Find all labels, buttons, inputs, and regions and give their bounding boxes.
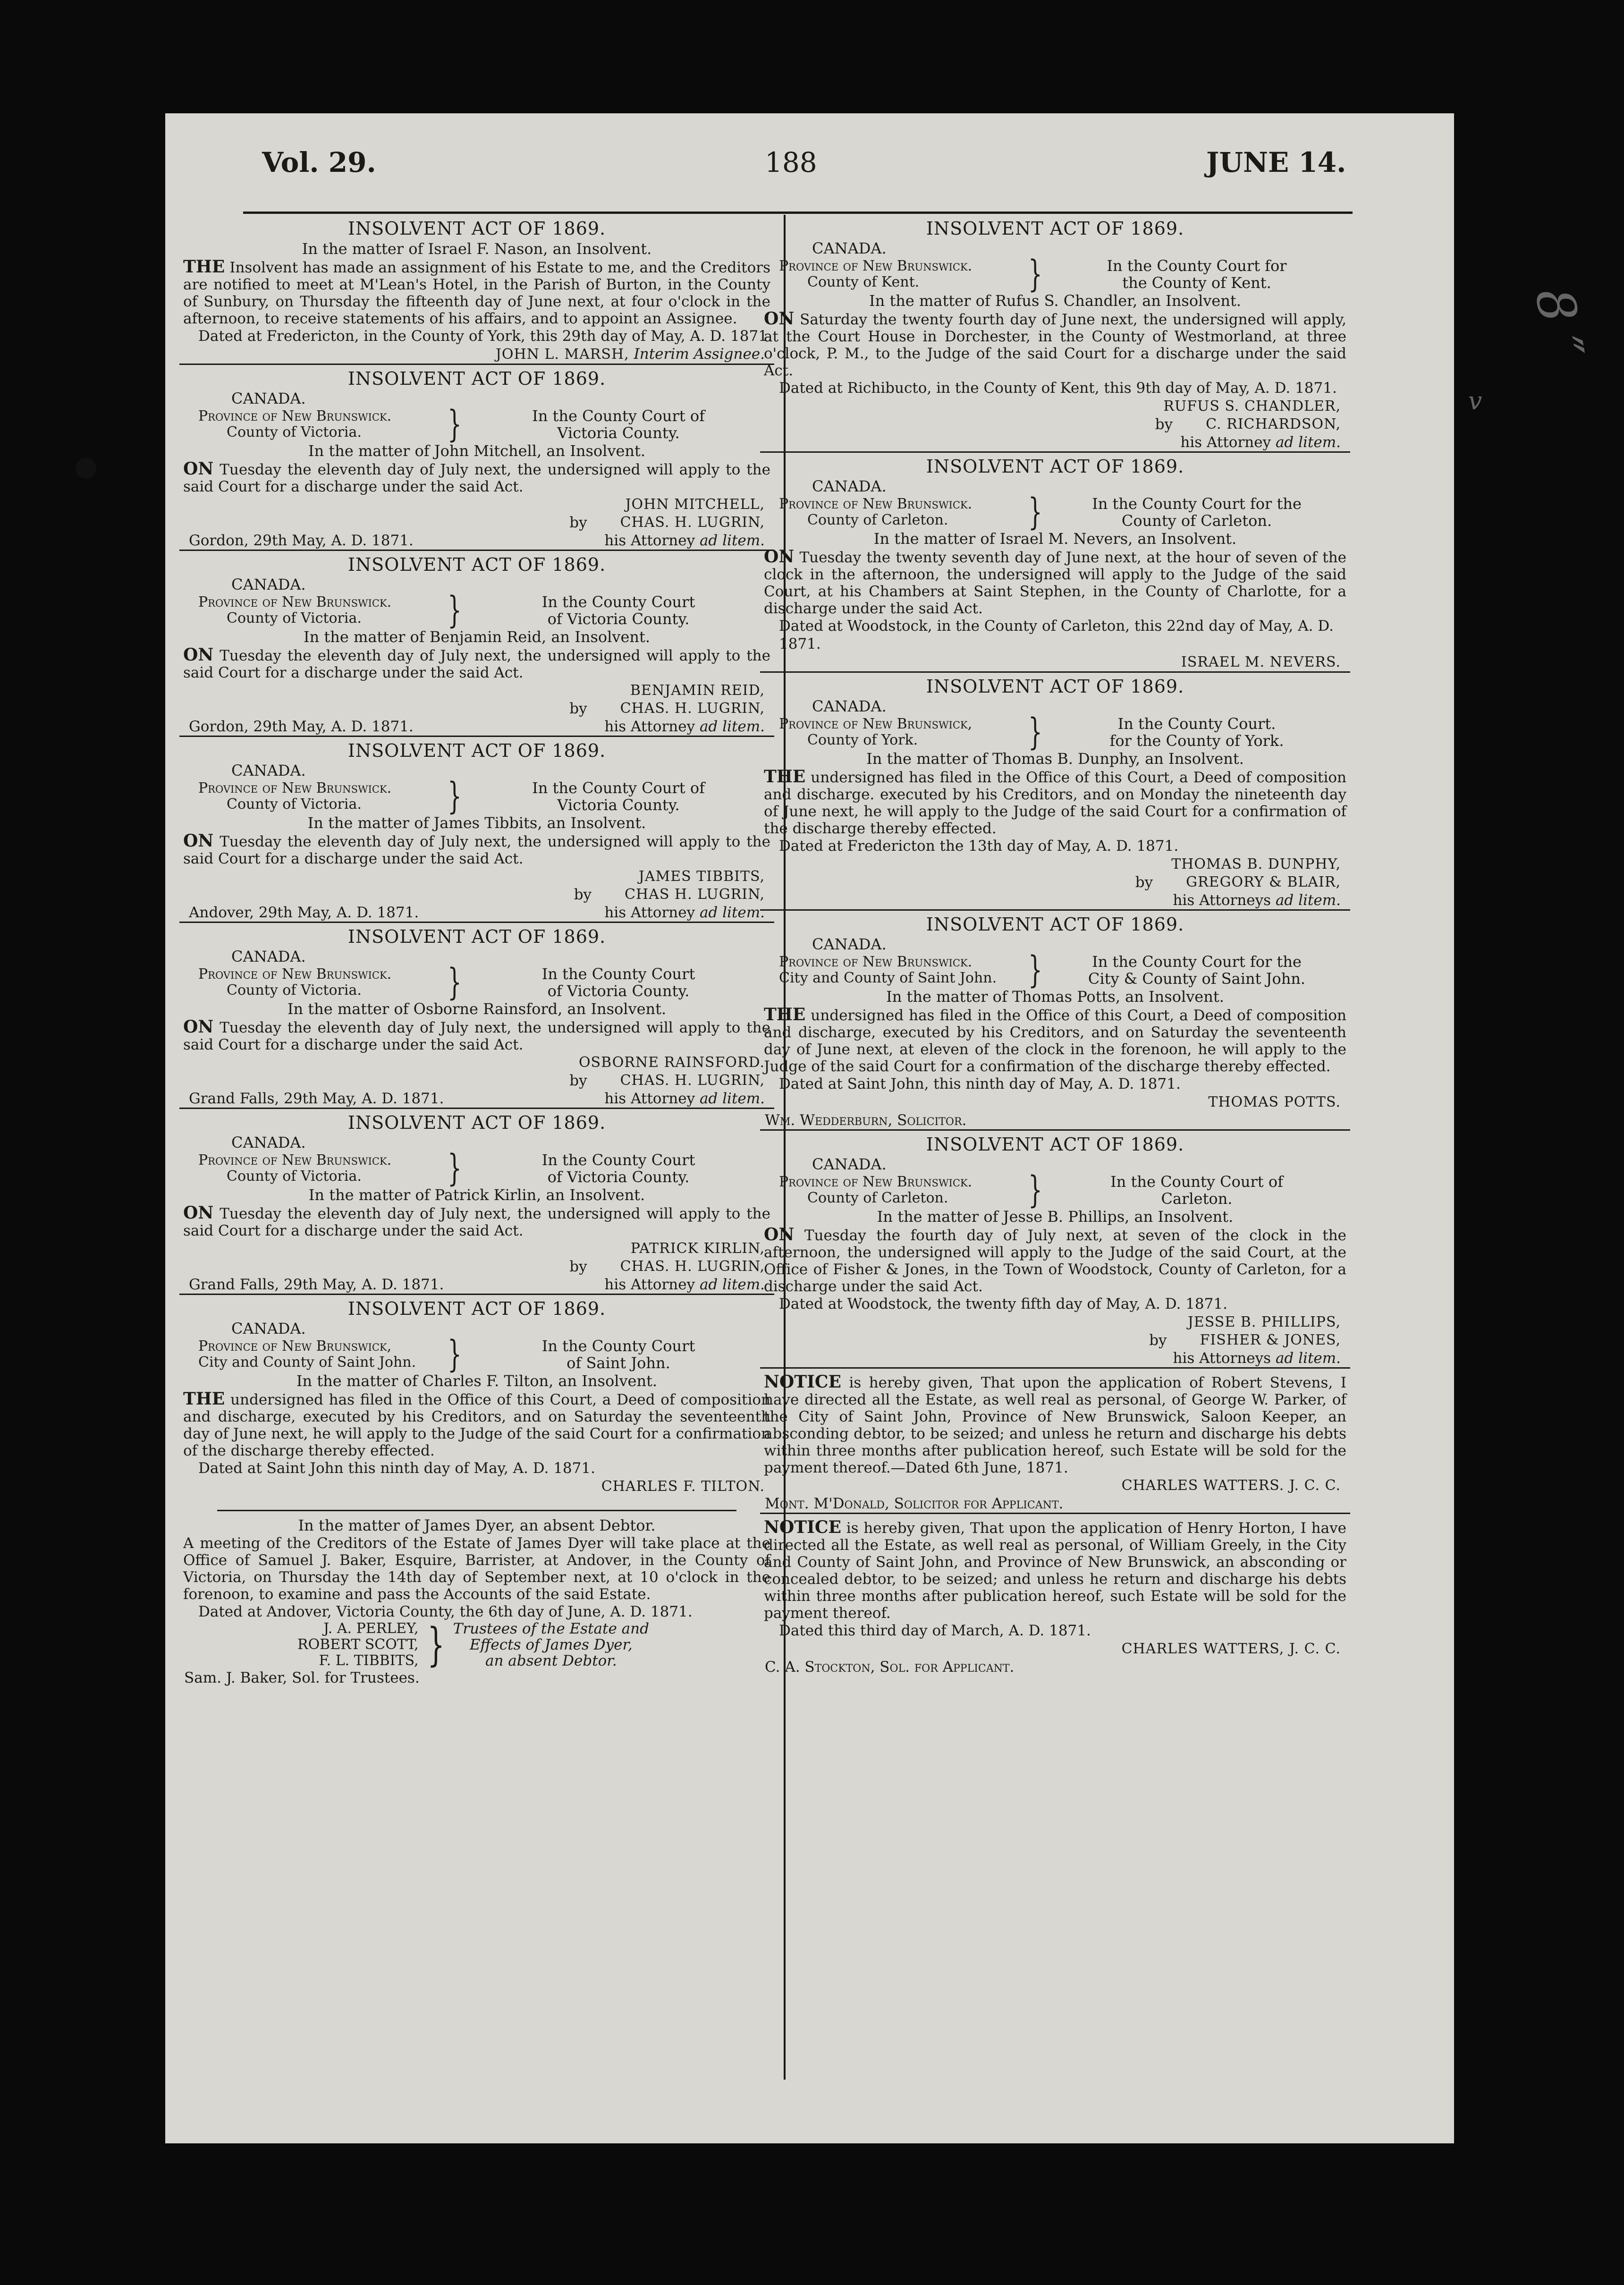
dated-line: Dated at Saint John this ninth day of May, A. D. 1871. bbox=[198, 1460, 595, 1477]
province-label: Province of New Brunswick. bbox=[198, 1152, 392, 1168]
dated-line: Dated at Saint John, this ninth day of May, A. D. 1871. bbox=[779, 1075, 1181, 1092]
attorney-name: CHAS H. LUGRIN, bbox=[625, 886, 765, 903]
notice-dyer bbox=[179, 1516, 774, 1687]
court-line-1: In the County Court of bbox=[532, 779, 705, 797]
attorney-name: C. RICHARDSON, bbox=[1206, 416, 1341, 432]
attorney-role: his Attorney bbox=[604, 1090, 700, 1107]
court-line-2: the County of Kent. bbox=[1122, 274, 1271, 292]
signer-name: JESSE B. PHILLIPS, bbox=[1187, 1314, 1341, 1330]
court-line-2: of Saint John. bbox=[567, 1354, 670, 1372]
country-label: CANADA. bbox=[231, 1134, 306, 1151]
attorney-role: his Attorney bbox=[604, 1276, 700, 1293]
signer-name: OSBORNE RAINSFORD. bbox=[578, 1054, 765, 1071]
page-number: 188 bbox=[765, 146, 817, 178]
place-date: Gordon, 29th May, A. D. 1871. bbox=[189, 532, 414, 549]
notice-body bbox=[179, 1390, 774, 1459]
notice-body bbox=[179, 1018, 774, 1053]
margin-scribble: 8 ″ bbox=[1523, 283, 1595, 363]
lead-word: NOTICE bbox=[764, 1372, 841, 1392]
county-label: County of Victoria. bbox=[227, 982, 362, 999]
body-text: undersigned has filed in the Office of this Court, a Deed of composition and discharge. executed by his Creditors, and on Monday the nineteenth day of June next, he will apply to the Judge of the said Court for a confirmation of the discharge thereby effected. bbox=[764, 769, 1346, 837]
court-line-2: of Victoria County. bbox=[547, 982, 690, 1000]
notice-nevers bbox=[760, 451, 1350, 671]
ad-litem: ad litem. bbox=[699, 718, 765, 735]
by-label: by bbox=[569, 700, 587, 717]
right-column bbox=[760, 215, 1350, 1676]
body-text: is hereby given, That upon the application of Robert Stevens, I have directed all the Estate, as well real as personal, of George W. Parker, of the City of Saint John, Province of New Brunswick, Saloon Keeper, an absconding debtor, to be seized; and unless he return and discharge his debts within three months after publication hereof, such Estate will be sold for the payment thereof.—Dated 6th June, 1871. bbox=[764, 1374, 1346, 1476]
matter-line: In the matter of John Mitchell, an Insolvent. bbox=[308, 442, 646, 460]
body-text: Saturday the twenty fourth day of June next, the undersigned will apply, at the Court House in Dorchester, in the County of Westmorland, at three o'clock, P. M., to the Judge of the said Court for a discharge under the said Act. bbox=[764, 311, 1347, 379]
court-block bbox=[760, 711, 1350, 753]
court-line-1: In the County Court. bbox=[1117, 715, 1276, 733]
court-block bbox=[179, 403, 774, 446]
by-label: by bbox=[1155, 416, 1173, 433]
court-line-2: of Victoria County. bbox=[547, 610, 690, 628]
lead-word: ON bbox=[183, 645, 214, 665]
volume-label: Vol. 29. bbox=[262, 146, 376, 178]
ad-litem: ad litem. bbox=[1275, 434, 1341, 451]
section-rule bbox=[217, 1510, 736, 1511]
issue-date: JUNE 14. bbox=[1206, 146, 1346, 178]
matter-line: In the matter of Charles F. Tilton, an Insolvent. bbox=[296, 1372, 658, 1390]
province-label: Province of New Brunswick. bbox=[779, 496, 973, 512]
brace: } bbox=[427, 1618, 445, 1671]
province-label: Province of New Brunswick. bbox=[779, 258, 973, 274]
punch-hole bbox=[76, 458, 96, 479]
notice-title: INSOLVENT ACT OF 1869. bbox=[347, 368, 606, 389]
signer-name: CHARLES F. TILTON. bbox=[601, 1478, 765, 1495]
court-block bbox=[179, 1147, 774, 1190]
province-label: Province of New Brunswick. bbox=[198, 780, 392, 796]
lead-word: ON bbox=[183, 1203, 214, 1223]
province-label: Province of New Brunswick. bbox=[779, 954, 973, 970]
solicitor-line: Mont. M'Donald, Solicitor for Applicant. bbox=[765, 1495, 1064, 1512]
signer-name: CHARLES WATTERS, J. C. C. bbox=[1121, 1641, 1341, 1657]
matter-line: In the matter of Israel M. Nevers, an Insolvent. bbox=[873, 530, 1237, 548]
court-line-1: In the County Court for bbox=[1107, 257, 1287, 275]
trustee-name: ROBERT SCOTT, bbox=[297, 1636, 419, 1653]
notice-body bbox=[760, 548, 1350, 617]
signer-name: THOMAS POTTS. bbox=[1208, 1094, 1341, 1110]
signer-name: JOHN L. MARSH, bbox=[495, 346, 629, 363]
notice-body bbox=[179, 646, 774, 681]
body-text: Tuesday the twenty seventh day of June next, at the hour of seven of the clock in the afternoon, the undersigned will apply to the Judge of the said Court, at his Chambers at Saint Stephen, in the County of Charlotte, for a discharge under the said Act. bbox=[764, 549, 1347, 617]
notice-body bbox=[179, 832, 774, 867]
notice-tilton bbox=[179, 1294, 774, 1496]
ad-litem: ad litem. bbox=[1275, 892, 1341, 909]
notice-title: INSOLVENT ACT OF 1869. bbox=[926, 1134, 1184, 1155]
notice-reid bbox=[179, 550, 774, 736]
court-line-2: Victoria County. bbox=[557, 424, 680, 442]
lead-word: ON bbox=[183, 1017, 214, 1037]
notice-nason bbox=[179, 218, 774, 364]
notice-tibbits bbox=[179, 736, 774, 922]
matter-line: In the matter of Israel F. Nason, an Insolvent. bbox=[302, 240, 652, 258]
place-date: Grand Falls, 29th May, A. D. 1871. bbox=[189, 1090, 444, 1107]
court-line-1: In the County Court for the bbox=[1092, 953, 1302, 971]
country-label: CANADA. bbox=[812, 477, 887, 495]
county-label: County of Victoria. bbox=[227, 610, 362, 626]
signer-name: CHARLES WATTERS. J. C. C. bbox=[1121, 1477, 1341, 1494]
notice-body bbox=[760, 310, 1350, 379]
province-label: Province of New Brunswick. bbox=[779, 1174, 973, 1190]
country-label: CANADA. bbox=[231, 1320, 306, 1337]
county-label: County of York. bbox=[807, 732, 918, 748]
notice-title: INSOLVENT ACT OF 1869. bbox=[347, 740, 606, 761]
attorney-name: CHAS. H. LUGRIN, bbox=[620, 514, 765, 531]
county-label: County of Kent. bbox=[807, 274, 920, 290]
dated-line: Dated at Woodstock, in the County of Carleton, this 22nd day of May, A. D. 1871. bbox=[779, 618, 1334, 652]
body-text: Insolvent has made an assignment of his Estate to me, and the Creditors are notified to meet at M'Lean's Hotel, in the Parish of Burton, in the County of Sunbury, on Thursday the fifteenth day of June next, at four o'clock in the afternoon, to receive statements of his affairs, and to appoint an Assignee. bbox=[183, 259, 771, 327]
body-text: Tuesday the eleventh day of July next, the undersigned will apply to the said Court for a discharge under the said Act. bbox=[183, 833, 770, 867]
court-line-1: In the County Court of bbox=[1110, 1173, 1283, 1191]
country-label: CANADA. bbox=[812, 935, 887, 953]
attorney-name: FISHER & JONES, bbox=[1200, 1332, 1341, 1348]
attorney-role: his Attorney bbox=[604, 904, 700, 921]
matter-line: In the matter of Jesse B. Phillips, an Insolvent. bbox=[877, 1208, 1234, 1226]
body-text: Tuesday the eleventh day of July next, the undersigned will apply to the said Court for a discharge under the said Act. bbox=[183, 1205, 770, 1239]
notice-parker bbox=[760, 1367, 1350, 1513]
body-text: is hereby given, That upon the application of Henry Horton, I have directed all the Estate, as well real as personal, of William Greely, in the City and County of Saint John, and Province of New Brunswick, an absconding or concealed debtor, to be seized; and unless he return and discharge his debts within three months after publication hereof, such Estate will be sold for the payment thereof. bbox=[764, 1520, 1346, 1622]
court-line-2: of Victoria County. bbox=[547, 1168, 690, 1186]
court-line-1: In the County Court bbox=[541, 1151, 695, 1169]
court-block bbox=[760, 949, 1350, 991]
by-label: by bbox=[574, 886, 592, 903]
dated-line: Dated at Andover, Victoria County, the 6th day of June, A. D. 1871. bbox=[198, 1603, 693, 1620]
county-label: County of Victoria. bbox=[227, 1168, 362, 1185]
signer-name: JAMES TIBBITS, bbox=[638, 868, 765, 885]
trustee-name: F. L. TIBBITS, bbox=[319, 1652, 419, 1669]
matter-line: In the matter of Benjamin Reid, an Insolvent. bbox=[303, 628, 651, 646]
province-label: Province of New Brunswick, bbox=[779, 716, 973, 732]
court-line-2: City & County of Saint John. bbox=[1088, 970, 1306, 988]
attorney-role: his Attorney bbox=[604, 532, 700, 549]
court-block bbox=[179, 1333, 774, 1376]
attorney-role: his Attorneys bbox=[1173, 892, 1276, 909]
notice-body bbox=[760, 1519, 1350, 1622]
court-line-1: In the County Court bbox=[541, 965, 695, 983]
court-line-2: Carleton. bbox=[1161, 1190, 1233, 1208]
notice-mitchell bbox=[179, 364, 774, 550]
signer-role: Interim Assignee. bbox=[634, 346, 765, 363]
lead-word: ON bbox=[183, 831, 214, 851]
brace: } bbox=[448, 775, 462, 818]
notice-body bbox=[179, 1204, 774, 1239]
attorney-role: his Attorney bbox=[1180, 434, 1276, 451]
province-label: Province of New Brunswick. bbox=[198, 594, 392, 610]
brace: } bbox=[1028, 949, 1042, 991]
brace: } bbox=[448, 1333, 462, 1376]
country-label: CANADA. bbox=[812, 1155, 887, 1173]
court-line-1: In the County Court bbox=[541, 1337, 695, 1355]
notice-phillips bbox=[760, 1129, 1350, 1367]
body-text: undersigned has filed in the Office of this Court, a Deed of composition and discharge, executed by his Creditors, and on Saturday the seventeenth day of June next, he will apply to the Judge of the said Court for a confirmation of the discharge thereby effected. bbox=[183, 1391, 770, 1459]
notice-title: INSOLVENT ACT OF 1869. bbox=[347, 554, 606, 575]
brace: } bbox=[448, 589, 462, 632]
trustee-role: an absent Debtor. bbox=[485, 1652, 617, 1669]
county-label: County of Carleton. bbox=[807, 1190, 948, 1206]
notice-potts bbox=[760, 909, 1350, 1129]
brace: } bbox=[448, 1147, 462, 1190]
brace: } bbox=[448, 403, 462, 446]
court-block bbox=[760, 1169, 1350, 1211]
notice-chandler bbox=[760, 218, 1350, 451]
matter-line: In the matter of Thomas B. Dunphy, an Insolvent. bbox=[866, 750, 1244, 768]
dated-line: Dated at Richibucto, in the County of Kent, this 9th day of May, A. D. 1871. bbox=[779, 380, 1337, 397]
ad-litem: ad litem. bbox=[1275, 1350, 1341, 1367]
matter-line: In the matter of Patrick Kirlin, an Insolvent. bbox=[308, 1186, 645, 1204]
margin-mark: v bbox=[1468, 387, 1482, 415]
dated-line: Dated at Fredericton the 13th day of May, A. D. 1871. bbox=[779, 838, 1179, 855]
matter-line: In the matter of Thomas Potts, an Insolvent. bbox=[886, 988, 1224, 1006]
trustee-name: J. A. PERLEY, bbox=[323, 1620, 419, 1637]
lead-word: ON bbox=[764, 1225, 795, 1244]
signature bbox=[179, 345, 774, 364]
county-label: City and County of Saint John. bbox=[779, 970, 997, 986]
notice-rainsford bbox=[179, 922, 774, 1108]
signer-name: RUFUS S. CHANDLER, bbox=[1163, 398, 1341, 415]
notice-body bbox=[760, 1373, 1350, 1476]
body-text: Tuesday the eleventh day of July next, the undersigned will apply to the said Court for a discharge under the said Act. bbox=[183, 461, 770, 495]
signer-name: PATRICK KIRLIN, bbox=[630, 1240, 765, 1257]
lead-word: THE bbox=[764, 1005, 806, 1024]
notice-kirlin bbox=[179, 1108, 774, 1294]
county-label: County of Carleton. bbox=[807, 512, 948, 528]
by-label: by bbox=[1135, 874, 1153, 891]
notice-body bbox=[179, 460, 774, 495]
county-label: County of Victoria. bbox=[227, 796, 362, 812]
country-label: CANADA. bbox=[812, 697, 887, 715]
lead-word: THE bbox=[764, 767, 806, 787]
court-block bbox=[760, 491, 1350, 533]
notice-title: INSOLVENT ACT OF 1869. bbox=[926, 914, 1184, 935]
dated-line: Dated this third day of March, A. D. 1871. bbox=[779, 1622, 1091, 1639]
dated-line: Dated at Woodstock, the twenty fifth day of May, A. D. 1871. bbox=[779, 1295, 1227, 1312]
lead-word: THE bbox=[183, 257, 225, 277]
notice-dunphy bbox=[760, 671, 1350, 909]
brace: } bbox=[1028, 1169, 1042, 1211]
solicitor-line: C. A. Stockton, Sol. for Applicant. bbox=[765, 1659, 1015, 1676]
ad-litem: ad litem. bbox=[699, 904, 765, 921]
court-block bbox=[179, 589, 774, 632]
country-label: CANADA. bbox=[231, 948, 306, 965]
signer-name: ISRAEL M. NEVERS. bbox=[1181, 654, 1341, 670]
lead-word: ON bbox=[764, 309, 795, 329]
matter-line: In the matter of Osborne Rainsford, an Insolvent. bbox=[287, 1000, 667, 1018]
attorney-name: GREGORY & BLAIR, bbox=[1186, 874, 1341, 890]
body-text: Tuesday the fourth day of July next, at seven of the clock in the afternoon, the undersigned will apply to the Judge of the said Court, at the Office of Fisher & Jones, in the Town of Woodstock, County of Carleton, for a discharge under the said Act. bbox=[764, 1227, 1347, 1295]
province-label: Province of New Brunswick. bbox=[198, 966, 392, 982]
signer-name: BENJAMIN REID, bbox=[630, 682, 765, 699]
brace: } bbox=[448, 961, 462, 1004]
lead-word: ON bbox=[764, 547, 795, 567]
court-line-1: In the County Court bbox=[541, 593, 695, 611]
trustee-role: Effects of James Dyer, bbox=[469, 1636, 633, 1653]
notice-title: INSOLVENT ACT OF 1869. bbox=[926, 676, 1184, 697]
notice-body bbox=[760, 1226, 1350, 1295]
court-line-1: In the County Court of bbox=[532, 407, 705, 425]
attorney-name: CHAS. H. LUGRIN, bbox=[620, 1072, 765, 1089]
body-text: undersigned has filed in the Office of this Court, a Deed of composition and discharge, executed by his Creditors, and on Saturday the seventeenth day of June next, at eleven of the clock in the forenoon, he will apply to the Judge of the said Court for a confirmation of the discharge thereby effected. bbox=[764, 1007, 1346, 1075]
country-label: CANADA. bbox=[231, 575, 306, 593]
ad-litem: ad litem. bbox=[699, 1090, 765, 1107]
notice-body bbox=[179, 258, 774, 327]
lead-word: ON bbox=[183, 459, 214, 479]
country-label: CANADA. bbox=[812, 239, 887, 257]
attorney-role: his Attorneys bbox=[1173, 1350, 1276, 1367]
notice-title: INSOLVENT ACT OF 1869. bbox=[926, 456, 1184, 477]
attorney-name: CHAS. H. LUGRIN, bbox=[620, 700, 765, 717]
country-label: CANADA. bbox=[231, 389, 306, 407]
court-line-2: County of Carleton. bbox=[1121, 512, 1272, 530]
attorney-name: CHAS. H. LUGRIN, bbox=[620, 1258, 765, 1275]
court-line-2: Victoria County. bbox=[557, 796, 680, 814]
body-text: Tuesday the eleventh day of July next, the undersigned will apply to the said Court for a discharge under the said Act. bbox=[183, 1019, 770, 1053]
solicitor-line: Sam. J. Baker, Sol. for Trustees. bbox=[184, 1669, 420, 1686]
court-line-1: In the County Court for the bbox=[1092, 495, 1302, 513]
brace: } bbox=[1028, 253, 1042, 296]
matter-line: In the matter of James Dyer, an absent Debtor. bbox=[298, 1516, 656, 1534]
court-line-2: for the County of York. bbox=[1109, 732, 1284, 750]
notice-title: INSOLVENT ACT OF 1869. bbox=[347, 926, 606, 947]
county-label: City and County of Saint John. bbox=[198, 1354, 416, 1371]
place-date: Andover, 29th May, A. D. 1871. bbox=[189, 904, 419, 921]
by-label: by bbox=[569, 1258, 587, 1275]
dated-line: Dated at Fredericton, in the County of York, this 29th day of May, A. D. 1871. bbox=[198, 328, 772, 345]
signer-name: JOHN MITCHELL, bbox=[625, 496, 765, 513]
notice-greely bbox=[760, 1513, 1350, 1676]
lead-word: THE bbox=[183, 1389, 225, 1409]
ad-litem: ad litem. bbox=[699, 532, 765, 549]
court-block bbox=[179, 961, 774, 1004]
by-label: by bbox=[569, 514, 587, 531]
matter-line: In the matter of Rufus S. Chandler, an Insolvent. bbox=[869, 292, 1241, 310]
brace: } bbox=[1028, 711, 1042, 753]
notice-body bbox=[760, 1006, 1350, 1075]
brace: } bbox=[1028, 491, 1042, 533]
notice-title: INSOLVENT ACT OF 1869. bbox=[347, 1298, 606, 1319]
notice-body: A meeting of the Creditors of the Estate of James Dyer will take place at the Office of Samuel J. Baker, Esquire, Barrister, at Andover, in the County of Victoria, on Thursday the 14th day of September next, at 10 o'clock in the forenoon, to examine and pass the Accounts of the said Estate. bbox=[183, 1535, 770, 1603]
ad-litem: ad litem. bbox=[699, 1276, 765, 1293]
province-label: Province of New Brunswick, bbox=[198, 1338, 392, 1354]
notice-title: INSOLVENT ACT OF 1869. bbox=[347, 218, 606, 239]
place-date: Gordon, 29th May, A. D. 1871. bbox=[189, 718, 414, 735]
trustee-role: Trustees of the Estate and bbox=[453, 1620, 649, 1637]
court-block bbox=[179, 775, 774, 818]
place-date: Grand Falls, 29th May, A. D. 1871. bbox=[189, 1276, 444, 1293]
by-label: by bbox=[1149, 1332, 1167, 1349]
court-block bbox=[760, 253, 1350, 296]
notice-title: INSOLVENT ACT OF 1869. bbox=[926, 218, 1184, 239]
notice-body bbox=[760, 768, 1350, 837]
by-label: by bbox=[569, 1072, 587, 1089]
signer-name: THOMAS B. DUNPHY, bbox=[1171, 856, 1341, 872]
province-label: Province of New Brunswick. bbox=[198, 408, 392, 424]
country-label: CANADA. bbox=[231, 762, 306, 779]
body-text: Tuesday the eleventh day of July next, the undersigned will apply to the said Court for a discharge under the said Act. bbox=[183, 647, 770, 681]
lead-word: NOTICE bbox=[764, 1517, 841, 1537]
county-label: County of Victoria. bbox=[227, 424, 362, 440]
header-rule bbox=[243, 212, 1353, 214]
matter-line: In the matter of James Tibbits, an Insolvent. bbox=[307, 814, 646, 832]
notice-title: INSOLVENT ACT OF 1869. bbox=[347, 1112, 606, 1133]
attorney-role: his Attorney bbox=[604, 718, 700, 735]
left-column bbox=[179, 215, 774, 1687]
trustees-block bbox=[179, 1618, 774, 1671]
solicitor-line: Wm. Wedderburn, Solicitor. bbox=[765, 1112, 967, 1129]
